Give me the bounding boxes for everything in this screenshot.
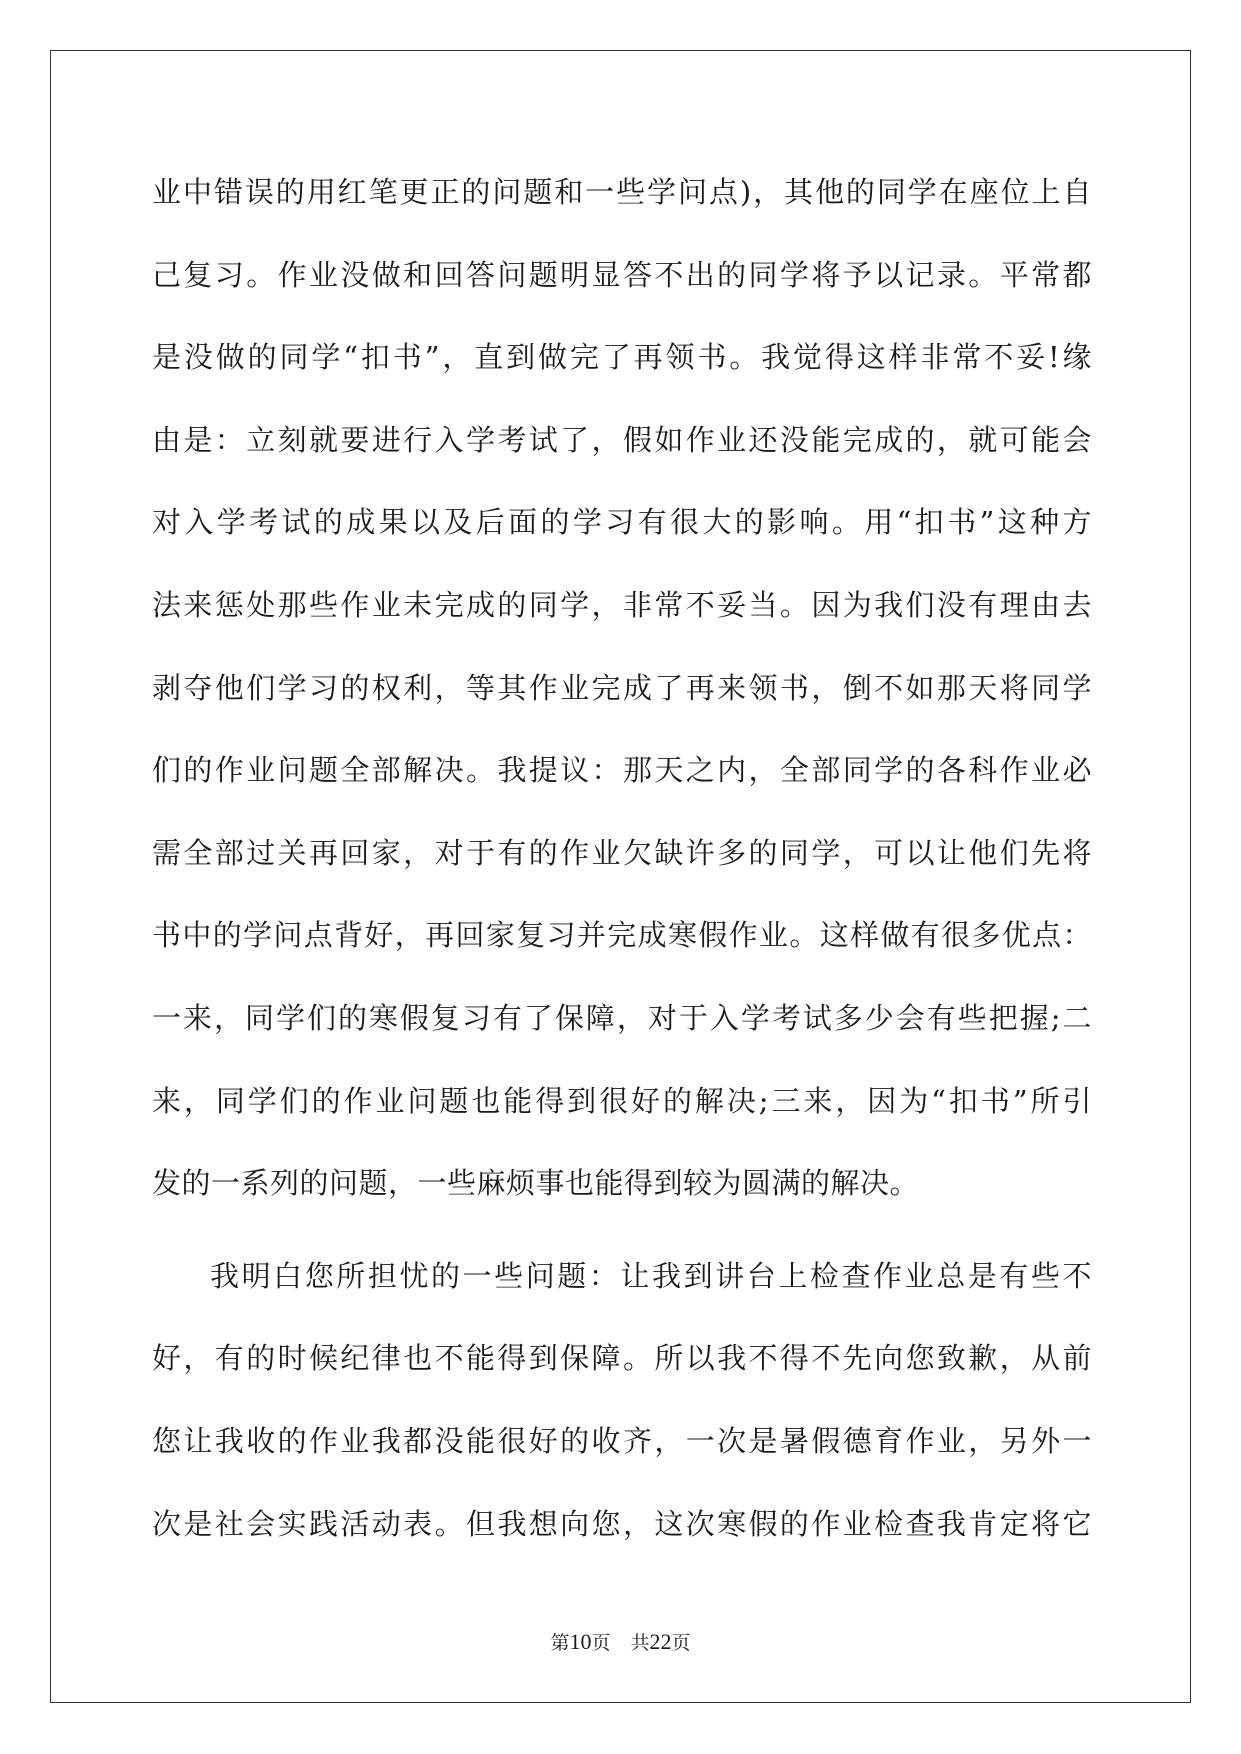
total-prefix: 共 xyxy=(630,1632,650,1654)
text-line: 对入学考试的成果以及后面的学习有很大的影响。用“扣书”这种方 xyxy=(152,505,1092,540)
text-line: 您让我收的作业我都没能很好的收齐，一次是暑假德育作业，另外一 xyxy=(152,1423,1092,1458)
page-number: 10 xyxy=(569,1629,592,1654)
text-line: 来，同学们的作业问题也能得到很好的解决;三来，因为“扣书”所引 xyxy=(152,1083,1092,1118)
text-line: 次是社会实践活动表。但我想向您，这次寒假的作业检查我肯定将它 xyxy=(152,1506,1092,1541)
paragraph-2 xyxy=(152,1246,1092,1576)
text-line: 是没做的同学“扣书”，直到做完了再领书。我觉得这样非常不妥!缘 xyxy=(152,340,1092,375)
text-line: 我明白您所担忧的一些问题：让我到讲台上检查作业总是有些不 xyxy=(210,1258,1092,1293)
text-line: 发的一系列的问题，一些麻烦事也能得到较为圆满的解决。 xyxy=(152,1166,920,1201)
text-line: 需全部过关再回家，对于有的作业欠缺许多的同学，可以让他们先将 xyxy=(152,835,1092,870)
text-line: 剥夺他们学习的权利，等其作业完成了再来领书，倒不如那天将同学 xyxy=(152,670,1092,705)
page-prefix: 第 xyxy=(550,1632,570,1654)
text-line: 好，有的时候纪律也不能得到保障。所以我不得不先向您致歉，从前 xyxy=(152,1341,1092,1376)
paragraph-gap xyxy=(152,1236,1092,1246)
paragraph-1 xyxy=(152,162,1092,1236)
total-suffix: 页 xyxy=(671,1632,691,1654)
text-line: 己复习。作业没做和回答问题明显答不出的同学将予以记录。平常都 xyxy=(152,257,1092,292)
text-line: 一来，同学们的寒假复习有了保障，对于入学考试多少会有些把握;二 xyxy=(152,1000,1092,1035)
text-line: 业中错误的用红笔更正的问题和一些学问点)，其他的同学在座位上自 xyxy=(152,175,1092,209)
text-line: 由是：立刻就要进行入学考试了，假如作业还没能完成的，就可能会 xyxy=(152,422,1092,457)
text-line: 们的作业问题全部解决。我提议：那天之内，全部同学的各科作业必 xyxy=(152,753,1092,788)
page-footer xyxy=(0,1630,1241,1655)
page-suffix: 页 xyxy=(591,1632,611,1654)
text-line: 法来惩处那些作业未完成的同学，非常不妥当。因为我们没有理由去 xyxy=(152,587,1092,622)
total-pages: 22 xyxy=(649,1629,672,1654)
text-line: 书中的学问点背好，再回家复习并完成寒假作业。这样做有很多优点： xyxy=(152,918,1092,953)
document-body xyxy=(152,162,1092,1576)
